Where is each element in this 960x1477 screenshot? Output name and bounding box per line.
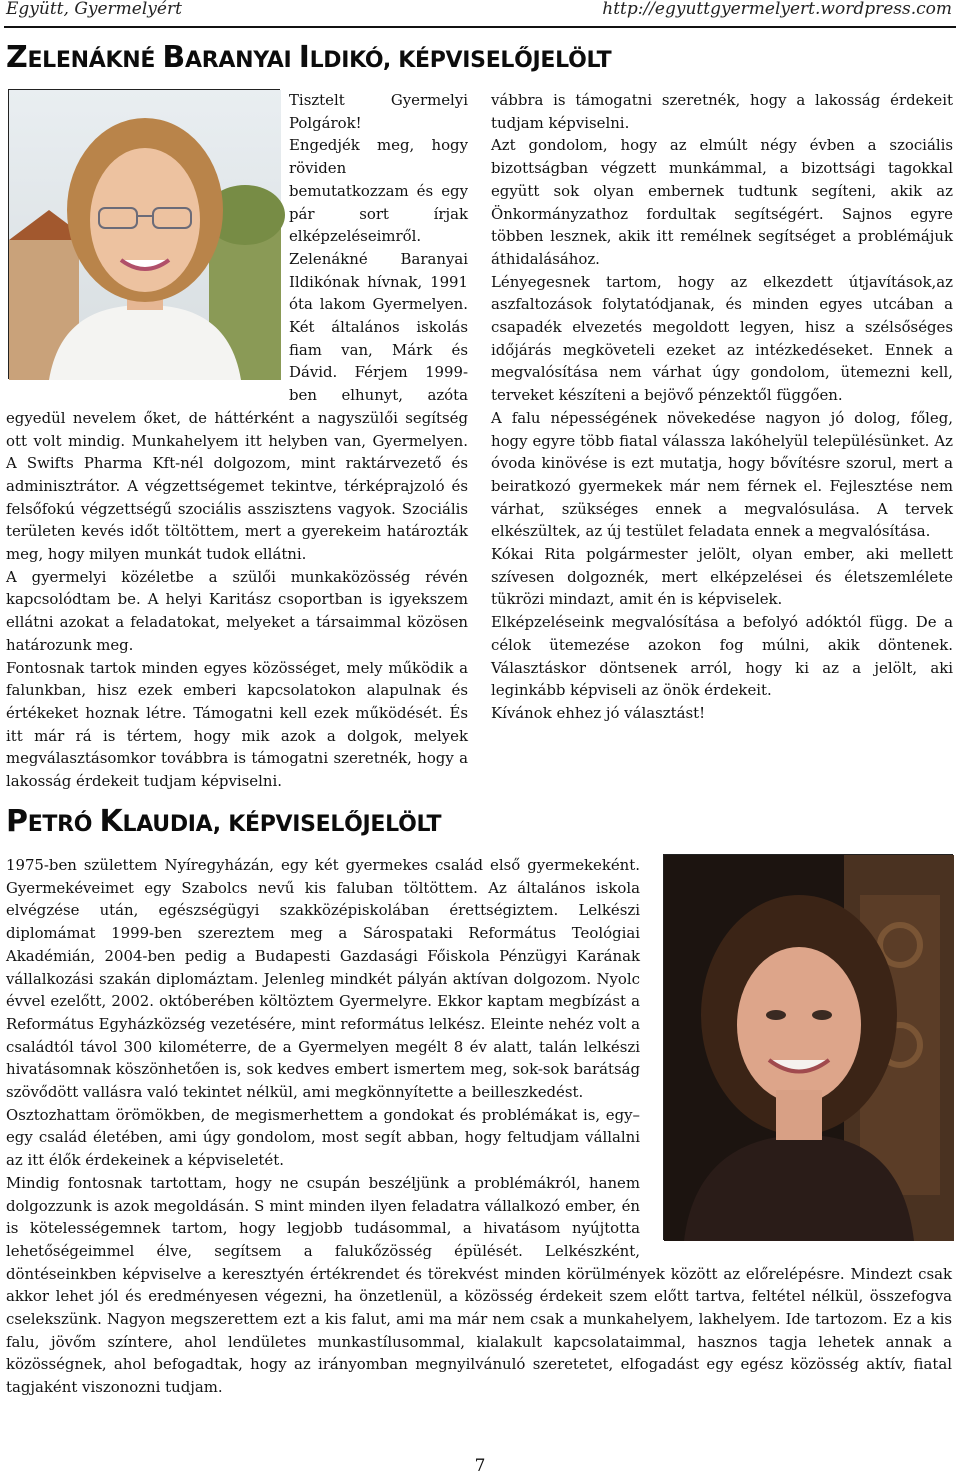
header-website-url: http://egyuttgyermelyert.wordpress.com: [602, 0, 952, 19]
paragraph: Fontosnak tartok minden egyes közösséget, mely működik a falunkban, hisz ezek emberi kapcsolatokon alapulnak és értékeket hoznak létre. Támogatni kell ezek működését. És itt már rá is tértem, hogy mik azok a dolgok, melyek megválasztásomkor továbbra is támogatni szeretnék, hogy a lakosság érdekeit tudjam képviselni.: [6, 658, 468, 791]
paragraph: Kókai Rita polgármester jelölt, olyan ember, aki mellett szívesen dolgoznék, mert elképzelései és életszemlélete tükrözi mindazt, amit én is képviselek.: [491, 545, 953, 609]
title-initial: P: [6, 804, 28, 839]
title-initial: K: [99, 804, 123, 839]
paragraph: Osztozhattam örömökben, de megismerhettem a gondokat és problémákat is, egy–egy család életében, ami úgy gondolom, most segít abban, hogy feltudjam vállalni az itt élők érdekeinek a képviseletét.: [6, 1105, 640, 1170]
paragraph: Tisztelt Gyermelyi Polgárok!: [289, 91, 468, 132]
candidate2-title: [6, 804, 441, 839]
candidate1-left-column: [6, 89, 468, 789]
paragraph: Mindig fontosnak tartottam, hogy ne csupán beszéljünk a problémákról, hanem dolgozzunk is azok megoldásán. S mint minden ilyen feladatra vállalkozó ember, én is kötelességemnek tartom, hogy legjobb tudásommal, a hivatásom nyújtotta lehetőségeimmel élve, segítsem a falukőzösség épülését. Lelkészként, döntéseinkben képviselve a keresztyén értékrendet és törekvést minden körülmények között az előrelépésre. Mindezt csak akkor lehet jól és eredményesen végezni, ha önzetlenül, a közösség érdekeit szem előtt tartva, feltétel nélkül, összefogva cselekszünk. Nagyon megszerettem ezt a kis falut, ami ma már nem csak a munkahelyem, lakhelyem. Ide tartozom. Ez a kis falu, jövőm színtere, ahol lendületes munkastílusommal, kialakult kapcsolataimmal, hasznos tagja lehetek annak a közösségnek, ahol befogadtak, hogy az irányomban megnyilvánuló szeretetet, elfogadást egy egész közösség aktív, fiatal tagjaként viszonozni tudjam.: [6, 1173, 952, 1397]
paragraph: Engedjék meg, hogy röviden bemutatkozzam és egy pár sort írjak elképzeléseimről. Zelenákné Baranyai Ildikónak hívnak, 1991 óta lakom Gyermelyen. Két általános iskolás fiam van, Márk és Dávid. Férjem 1999-ben elhunyt, azóta egyedül nevelem őket, de háttérként a nagyszülői segítség ott volt mindig. Munkahelyem itt helyben van, Gyermelyen. A Swifts Pharma Kft-nél dolgozom, mint raktárvezető és adminisztrátor. A végzettségemet tekintve, térképrajzoló és felsőfokú végzettségű szociális asszisztens vagyok. Szociális területen kevés időt töltöttem, mert a gyerekeim határozták meg, hogy milyen munkát tudok ellátni.: [6, 136, 468, 564]
paragraph: 1975-ben születtem Nyíregyházán, egy két gyermekes család első gyermekeként. Gyermekéveimet egy Szabolcs nevű kis faluban töltöttem. Az általános iskola elvégzése után, egészségügyi szakközépiskolában érettségiztem. Lelkészi diplomámat 1999-ben szereztem meg a Sárospataki Református Teológiai Akadémián, 2004-ben pedig a Budapesti Gazdasági Főiskola Pénzügyi Karának vállalkozási szakán diplomáztam. Jelenleg mindkét pályán aktívan dolgozom. Nyolc évvel ezelőtt, 2002. októberében költöztem Gyermelyre. Ekkor kaptam megbízást a Református Egyházközség vezetésére, mint református lelkész. Eleinte nehéz volt a családtól távol 300 kilométerre, de a Gyermelyen megélt 8 év alatt, talán lelkészi hivatásomnak köszönhetően is, sok kedves embert ismertem meg, sok-sok barátság szövődött vallásra való tekintet nélkül, ami megkönnyítette a beilleszkedést.: [6, 856, 640, 1102]
candidate1-title: [6, 40, 611, 75]
title-part: ARANYAI: [185, 48, 299, 73]
paragraph: A gyermelyi közéletbe a szülői munkaközösség révén kapcsolódtam be. A helyi Karitász csoportban is igyekszem ellátni azokat a feladatokat, melyeket a társaimmal közösen határozunk meg.: [6, 567, 468, 654]
title-initial: Z: [6, 40, 28, 75]
header-publication-name: Együtt, Gyermelyért: [6, 0, 182, 19]
paragraph: Lényegesnek tartom, hogy az elkezdett útjavítások,az aszfaltozások folytatódjanak, és minden egyes utcában a csapadék elvezetés megoldott legyen, hisz a szélsőséges időjárás megköveteli ezeket az intézkedéseket. Ennek a megvalósítása nem várhat úgy gondolom, ütemezni kell, terveket készíteni a bejövő pénzektől függően.: [491, 272, 953, 405]
title-initial: B: [162, 40, 185, 75]
candidate2-body: [6, 854, 952, 1399]
candidate1-right-column: [491, 89, 953, 725]
paragraph: A falu népességének növekedése nagyon jó dolog, főleg, hogy egyre több fiatal válassza lakóhelyül településünket. Az óvoda kinövése is ezt mutatja, hogy bővítésre szorul, mert a beiratkozó gyermekek már nem férnek el. Fejlesztése nem várhat, szükséges ennek a megvalósulása. A tervek elkészültek, az új testület feladata ennek a megvalósítása.: [491, 408, 953, 541]
paragraph: vábbra is támogatni szeretnék, hogy a lakosság érdekeit tudjam képviselni.: [491, 91, 953, 132]
paragraph: Azt gondolom, hogy az elmúlt négy évben a szociális bizottságban végzett munkámmal, a bizottsági tagokkal együtt sok olyan embernek tudtunk segíteni, akik az Önkormányzathoz fordultak segítségért. Sajnos egyre többen lesznek, akik itt remélnek segítséget a problémájuk áthidalásához.: [491, 136, 953, 268]
title-part: LAUDIA, KÉPVISELŐJELÖLT: [122, 812, 442, 837]
paragraph: Kívánok ehhez jó választást!: [491, 703, 706, 722]
paragraph: Elképzeléseink megvalósítása a befolyó adóktól függ. De a célok ütemezése azokon fog múlni, akik döntenek. Választáskor döntsenek arról, hogy ki az a jelölt, aki leginkább képviseli az önök érdekeit.: [491, 613, 953, 700]
title-initial: I: [298, 40, 310, 75]
title-part: ELENÁKNÉ: [27, 48, 163, 73]
header-divider: [4, 26, 956, 28]
title-part: LDIKÓ, KÉPVISELŐJELÖLT: [309, 48, 612, 73]
page-number: 7: [474, 1456, 486, 1476]
title-part: ETRÓ: [27, 812, 100, 837]
